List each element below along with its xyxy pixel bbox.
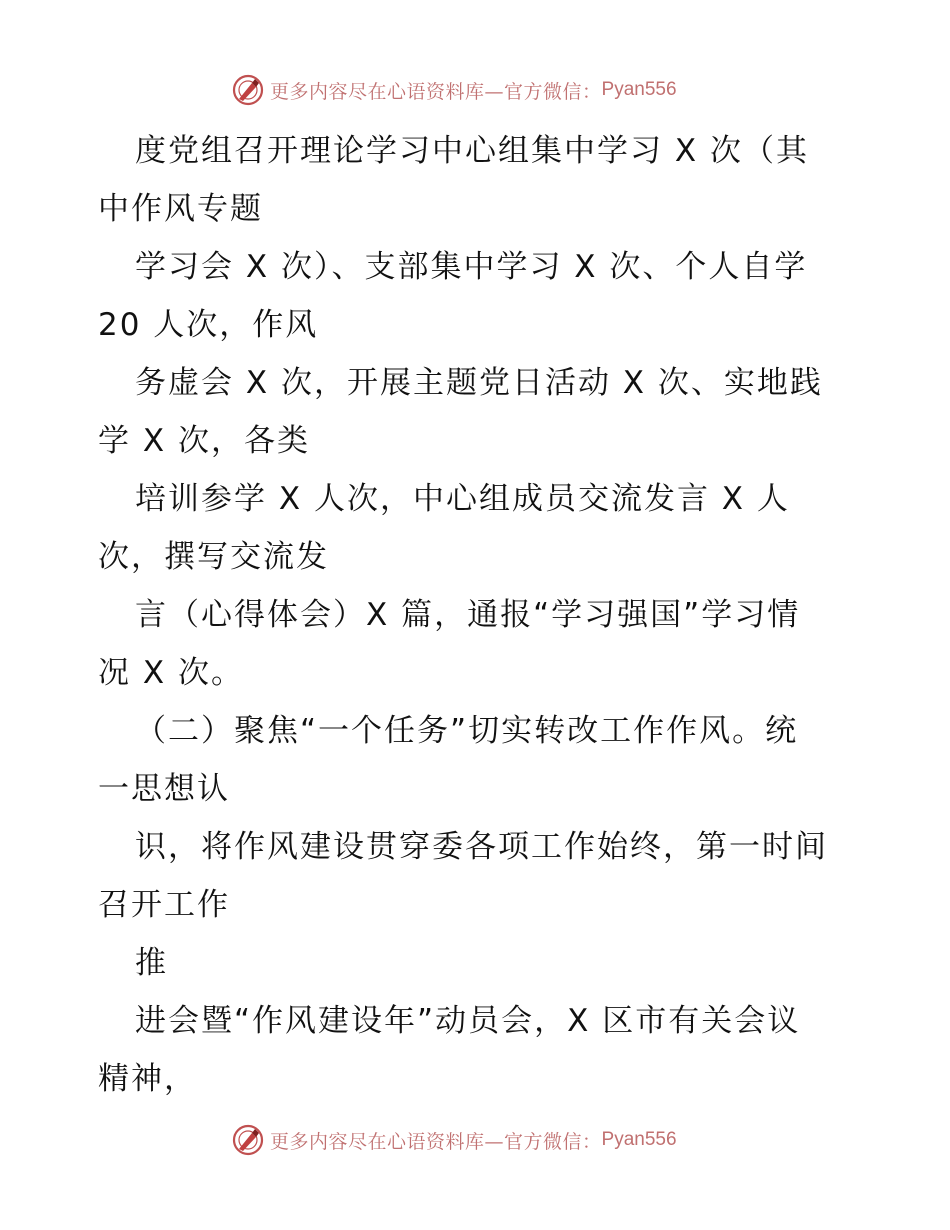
header-wechat-id: Pyan556	[601, 79, 677, 100]
paragraph-line: 中作风专题	[98, 191, 263, 227]
paragraph-line: 务虚会 X 次，开展主题党日活动 X 次、实地践	[135, 365, 823, 401]
paragraph-line: 度党组召开理论学习中心组集中学习 X 次（其	[135, 133, 809, 169]
paragraph-line: 学 X 次，各类	[98, 423, 310, 459]
paragraph-line: （二）聚焦“一个任务”切实转改工作作风。统	[135, 713, 799, 749]
footer-promo-text: 更多内容尽在心语资料库—官方微信：	[270, 1130, 602, 1153]
paragraph-line: 精神，	[98, 1061, 197, 1097]
paragraph-line: 言（心得体会）X 篇，通报“学习强国”学习情	[135, 597, 801, 633]
header-banner[interactable]	[232, 72, 677, 108]
footer-banner[interactable]	[232, 1122, 677, 1158]
header-promo-text: 更多内容尽在心语资料库—官方微信：	[270, 80, 602, 103]
paragraph-line: 推	[135, 945, 168, 981]
paragraph-line: 学习会 X 次）、支部集中学习 X 次、个人自学	[135, 249, 808, 285]
pen-logo-icon	[232, 1124, 264, 1156]
paragraph-line: 培训参学 X 人次，中心组成员交流发言 X 人	[135, 481, 790, 517]
paragraph-line: 次，撰写交流发	[98, 539, 329, 575]
pen-logo-icon	[232, 74, 264, 106]
paragraph-line: 一思想认	[98, 771, 230, 807]
paragraph-line: 20 人次，作风	[98, 307, 319, 343]
document-body	[98, 122, 858, 1108]
paragraph-line: 召开工作	[98, 887, 230, 923]
paragraph-line: 况 X 次。	[98, 655, 244, 691]
paragraph-line: 识，将作风建设贯穿委各项工作始终，第一时间	[135, 829, 828, 865]
paragraph-line: 进会暨“作风建设年”动员会，X 区市有关会议	[135, 1003, 801, 1039]
footer-wechat-id: Pyan556	[601, 1129, 677, 1150]
